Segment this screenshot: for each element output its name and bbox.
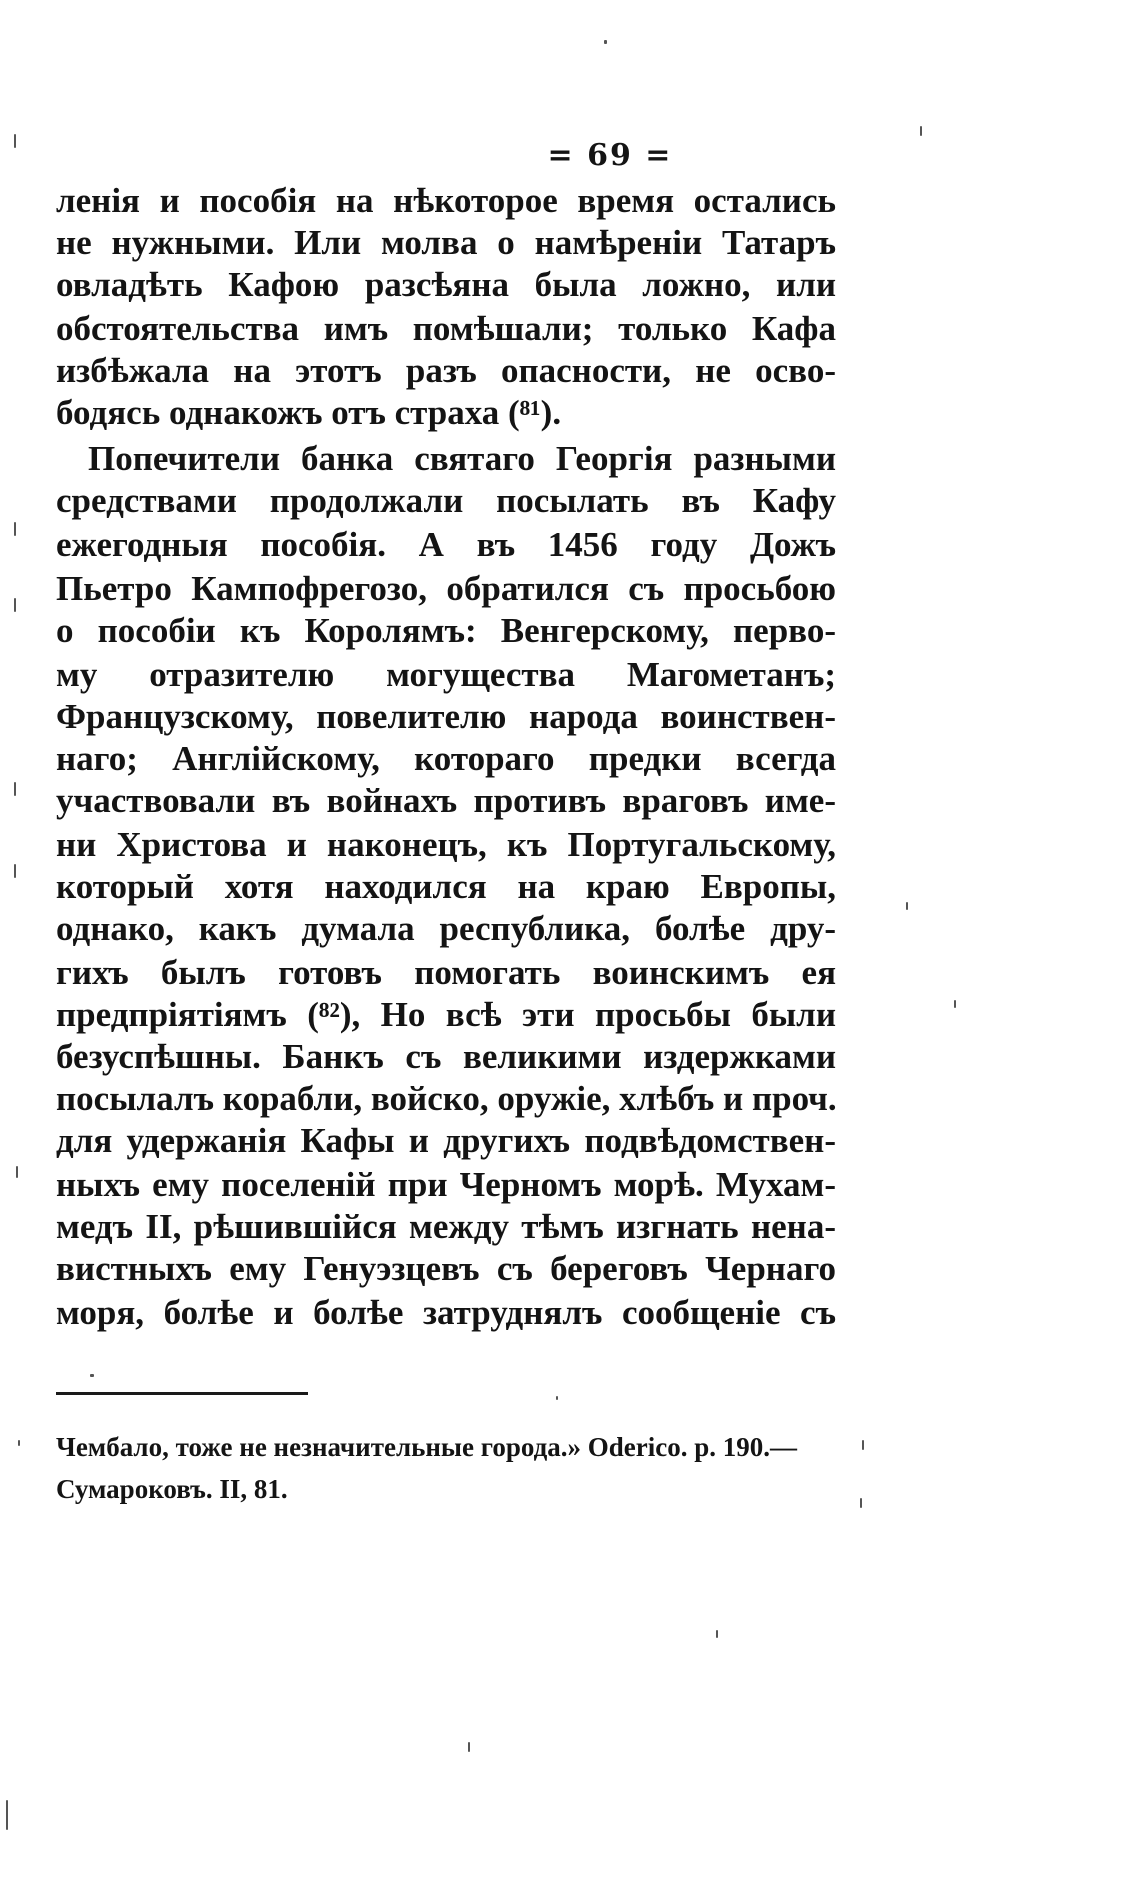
scan-mark bbox=[860, 1498, 862, 1508]
text-line: участвовали въ войнахъ противъ враговъ име- bbox=[56, 781, 836, 820]
text-line: ни Христова и наконецъ, къ Португальскому, bbox=[56, 825, 836, 864]
text-line: Попечители банка святаго Георгія разными bbox=[88, 439, 836, 478]
text-line: ныхъ ему поселеній при Черномъ морѣ. Мухам- bbox=[56, 1165, 836, 1204]
text-line: не нужными. Или молва о намѣреніи Татаръ bbox=[56, 223, 836, 262]
text-line: ленія и пособія на нѣкоторое время остались bbox=[56, 181, 836, 220]
text-line: моря, болѣе и болѣе затруднялъ сообщеніе съ bbox=[56, 1293, 836, 1332]
text-line: ежегодныя пособія. А въ 1456 году Дожъ bbox=[56, 525, 836, 564]
text-line: для удержанія Кафы и другихъ подвѣдомствен- bbox=[56, 1121, 836, 1160]
text-line: Французскому, повелителю народа воинствен- bbox=[56, 697, 836, 736]
scan-mark bbox=[906, 902, 908, 910]
scan-mark bbox=[862, 1440, 864, 1450]
scan-mark bbox=[716, 1630, 718, 1638]
text-line: который хотя находился на краю Европы, bbox=[56, 867, 836, 906]
footnote-line: Чембало, тоже не незначительные города.» Oderico. p. 190.— bbox=[56, 1432, 797, 1462]
text-line: обстоятельства имъ помѣшали; только Кафа bbox=[56, 309, 836, 348]
text-line: предпріятіямъ (⁸²), Но всѣ эти просьбы были bbox=[56, 995, 836, 1034]
text-line: средствами продолжали посылать въ Кафу bbox=[56, 481, 836, 520]
scan-mark bbox=[14, 782, 16, 796]
text-line: о пособіи къ Королямъ: Венгерскому, перво- bbox=[56, 611, 836, 650]
scan-mark bbox=[920, 126, 922, 136]
scan-mark bbox=[604, 40, 607, 44]
text-line: избѣжала на этотъ разъ опасности, не осво- bbox=[56, 351, 836, 390]
scan-mark bbox=[14, 864, 16, 878]
text-line: посылалъ корабли, войско, оружіе, хлѣбъ и проч. bbox=[56, 1079, 837, 1118]
text-line: безуспѣшны. Банкъ съ великими издержками bbox=[56, 1037, 836, 1076]
scan-mark bbox=[954, 1000, 956, 1008]
scan-mark bbox=[6, 1800, 8, 1830]
text-line: му отразителю могущества Магометанъ; bbox=[56, 655, 836, 694]
text-line: овладѣть Кафою разсѣяна была ложно, или bbox=[56, 265, 836, 304]
scan-mark bbox=[16, 1166, 18, 1178]
footnote-line: Сумароковъ. II, 81. bbox=[56, 1474, 288, 1504]
scan-mark bbox=[90, 1374, 94, 1377]
text-line: медъ II, рѣшившійся между тѣмъ изгнать нена- bbox=[56, 1207, 836, 1246]
scan-mark bbox=[18, 1440, 20, 1446]
text-line: гихъ былъ готовъ помогать воинскимъ ея bbox=[56, 953, 836, 992]
scan-mark bbox=[14, 598, 16, 612]
footnote-separator bbox=[56, 1392, 308, 1395]
text-line: Пьетро Кампофрегозо, обратился съ просьбою bbox=[56, 569, 836, 608]
text-line: наго; Англійскому, котораго предки всегда bbox=[56, 739, 836, 778]
text-line: бодясь однакожъ отъ страха (⁸¹). bbox=[56, 393, 562, 432]
scan-mark bbox=[468, 1742, 470, 1752]
scan-mark bbox=[556, 1396, 558, 1400]
text-line: однако, какъ думала республика, болѣе дру- bbox=[56, 909, 836, 948]
scan-mark bbox=[14, 134, 16, 148]
scan-mark bbox=[14, 522, 16, 536]
page-number: = 69 = bbox=[547, 138, 673, 173]
text-line: вистныхъ ему Генуэзцевъ съ береговъ Чернаго bbox=[56, 1249, 836, 1288]
